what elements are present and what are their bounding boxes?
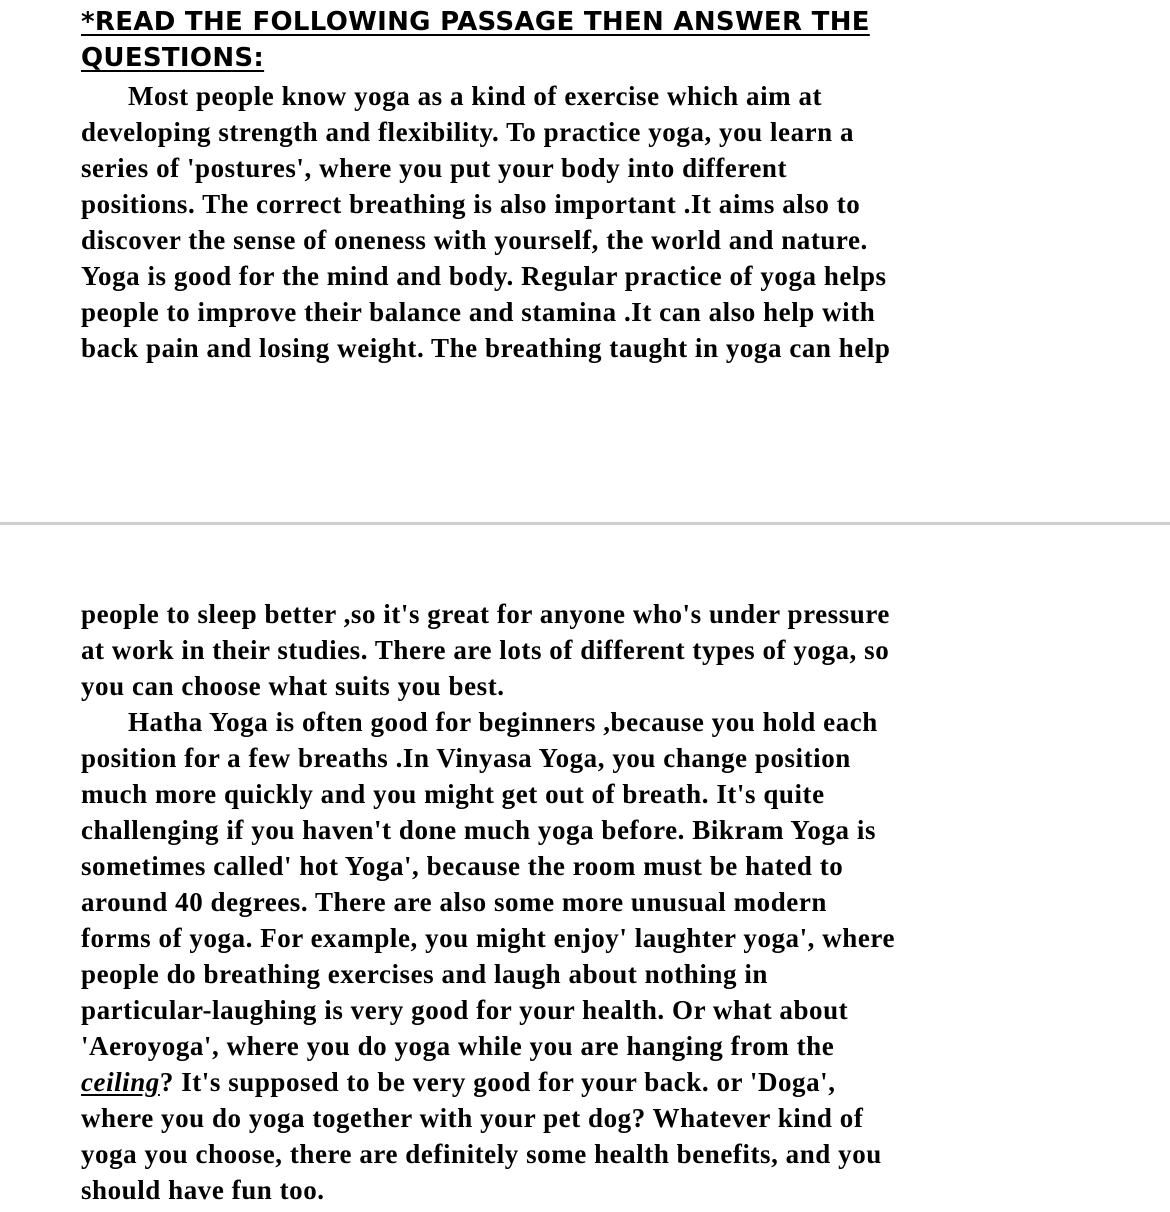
document-page-2 <box>81 596 1081 1208</box>
passage-line: yoga you choose, there are definitely some health benefits, and you <box>81 1139 882 1169</box>
passage-line: where you do yoga together with your pet dog? Whatever kind of <box>81 1103 864 1133</box>
passage-line: forms of yoga. For example, you might enjoy' laughter yoga', where <box>81 923 895 953</box>
passage-line: should have fun too. <box>81 1175 325 1205</box>
passage-line: developing strength and flexibility. To practice yoga, you learn a <box>81 117 855 147</box>
ceiling-line-rest: ? It's supposed to be very good for your back. or 'Doga', <box>159 1067 836 1097</box>
passage-line: sometimes called' hot Yoga', because the room must be hated to <box>81 851 844 881</box>
instruction-heading <box>81 4 1081 76</box>
passage-line: people do breathing exercises and laugh about nothing in <box>81 959 768 989</box>
passage-line: series of 'postures', where you put your body into different <box>81 153 788 183</box>
passage-line: Most people know yoga as a kind of exercise which aim at <box>128 81 823 111</box>
heading-line-2: QUESTIONS: <box>81 43 265 73</box>
page-divider <box>0 522 1170 525</box>
passage-line: particular-laughing is very good for your health. Or what about <box>81 995 849 1025</box>
passage-line: around 40 degrees. There are also some more unusual modern <box>81 887 827 917</box>
heading-line-1: *READ THE FOLLOWING PASSAGE THEN ANSWER THE <box>81 7 870 37</box>
passage-line: much more quickly and you might get out of breath. It's quite <box>81 779 825 809</box>
passage-line: challenging if you haven't done much yoga before. Bikram Yoga is <box>81 815 876 845</box>
passage-line: Yoga is good for the mind and body. Regular practice of yoga helps <box>81 261 887 291</box>
passage-line: you can choose what suits you best. <box>81 671 505 701</box>
passage-line: back pain and losing weight. The breathing taught in yoga can help <box>81 333 891 363</box>
document-page-1 <box>81 4 1081 366</box>
passage-line: people to sleep better ,so it's great for anyone who's under pressure <box>81 599 890 629</box>
passage-line: position for a few breaths .In Vinyasa Yoga, you change position <box>81 743 851 773</box>
passage-line-ceiling <box>81 1064 1081 1100</box>
passage-part-2 <box>81 596 1081 1208</box>
passage-line: people to improve their balance and stamina .It can also help with <box>81 297 876 327</box>
passage-line: at work in their studies. There are lots of different types of yoga, so <box>81 635 890 665</box>
passage-line: discover the sense of oneness with yourself, the world and nature. <box>81 225 868 255</box>
passage-part-1 <box>81 78 1081 366</box>
passage-line: 'Aeroyoga', where you do yoga while you are hanging from the <box>81 1031 835 1061</box>
passage-line: Hatha Yoga is often good for beginners ,because you hold each <box>128 707 878 737</box>
ceiling-word: ceiling <box>81 1067 160 1097</box>
passage-line: positions. The correct breathing is also important .It aims also to <box>81 189 861 219</box>
